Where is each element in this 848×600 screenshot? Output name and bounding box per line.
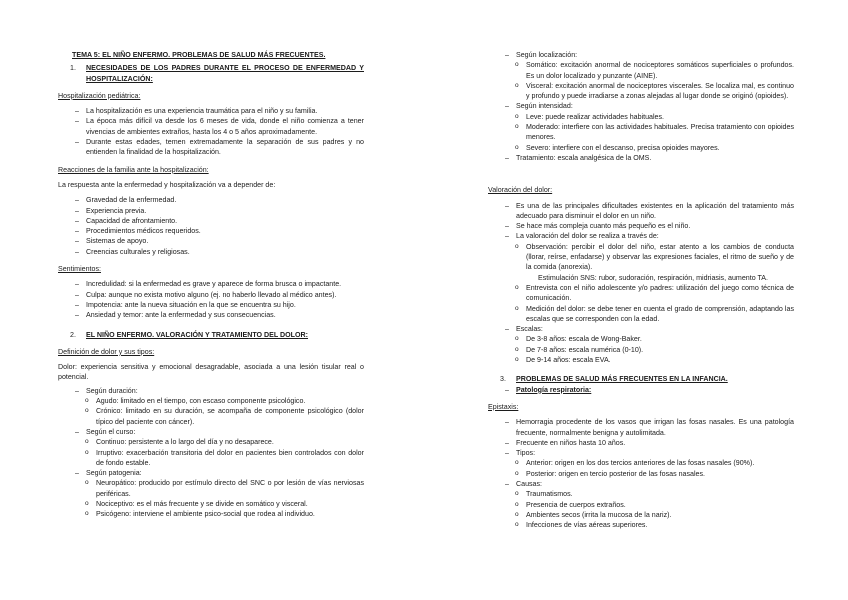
intensidad-sublist (488, 112, 794, 153)
sublist-item: o Infecciones de vías aéreas superiores. (488, 520, 794, 530)
list-item: – Según intensidad: (488, 101, 794, 111)
sublist-item: o De 7-8 años: escala numérica (0-10). (488, 345, 794, 355)
list-item: – Causas: (488, 479, 794, 489)
list-item: – Según el curso: (58, 427, 364, 437)
list-item (58, 386, 364, 396)
list-item: – Escalas: (488, 324, 794, 334)
right-column (488, 0, 794, 530)
subheading-hospitalizacion: Hospitalización pediátrica: (58, 91, 141, 100)
document-title: TEMA 5: EL NIÑO ENFERMO. PROBLEMAS DE SALUD MÁS FRECUENTES. (72, 51, 326, 59)
list-item: – Se hace más compleja cuanto más pequeño es el niño. (488, 221, 794, 231)
list-item: – Creencias culturales y religiosas. (58, 247, 364, 257)
section-3-heading (488, 374, 794, 384)
item-label: Según duración: (86, 386, 138, 395)
list-item: – Hemorragia procedente de los vasos que irrigan las fosas nasales. Es una patología frecuente, normalmente benigna y autolimitada. (488, 417, 794, 438)
curso-list (58, 427, 364, 437)
sublist-item: o De 9-14 años: escala EVA. (488, 355, 794, 365)
sublist-item: o De 3-8 años: escala de Wong-Baker. (488, 334, 794, 344)
tipos-dolor-list (58, 386, 364, 396)
list-item: – Procedimientos médicos requeridos. (58, 226, 364, 236)
patologia-list (488, 385, 794, 395)
list-item: – Gravedad de la enfermedad. (58, 195, 364, 205)
list-item: – Tratamiento: escala analgésica de la OMS. (488, 153, 794, 163)
subheading-sentimientos: Sentimientos: (58, 265, 101, 274)
curso-sublist (58, 437, 364, 468)
section-title: EL NIÑO ENFERMO. VALORACIÓN Y TRATAMIENTO DEL DOLOR: (86, 330, 309, 339)
causas-list (488, 479, 794, 489)
sublist-item: o Moderado: interfiere con las actividades habituales. Precisa tratamiento con opioides menores. (488, 122, 794, 143)
tratamiento-list (488, 153, 794, 163)
escalas-sublist (488, 334, 794, 365)
reacciones-list (58, 195, 364, 257)
list-item (488, 385, 794, 395)
list-item: – Sistemas de apoyo. (58, 236, 364, 246)
sublist-item: o Irruptivo: exacerbación transitoria del dolor en pacientes bien controlados con dolor de fondo estable. (58, 448, 364, 469)
section-number: 3. (500, 375, 506, 384)
sublist-item: o Leve: puede realizar actividades habituales. (488, 112, 794, 122)
sns-note: Estimulación SNS: rubor, sudoración, respiración, midriasis, aumento TA. (538, 273, 768, 282)
list-item: – Tipos: (488, 448, 794, 458)
list-item: – La hospitalización es una experiencia traumática para el niño y su familia. (58, 106, 364, 116)
list-item: – Durante estas edades, temen extremadamente la separación de sus padres y no entienden la finalidad de la hospitalización. (58, 137, 364, 158)
list-item: – La valoración del dolor se realiza a través de: (488, 231, 794, 241)
section-number: 2. (70, 330, 76, 339)
subheading-valoracion: Valoración del dolor: (488, 186, 553, 195)
patogenia-sublist (58, 478, 364, 519)
subheading-reacciones: Reacciones de la familia ante la hospitalización: (58, 165, 209, 174)
sublist-item (488, 242, 794, 283)
tipos-sublist (488, 458, 794, 479)
valoracion-list (488, 201, 794, 242)
sublist-item: o Ambientes secos (irrita la mucosa de la nariz). (488, 510, 794, 520)
escalas-list (488, 324, 794, 334)
sublist-item: o Entrevista con el niño adolescente y/o padres: utilización del juego como técnica de comunicación. (488, 283, 794, 304)
section-2-heading (58, 330, 364, 340)
epistaxis-list (488, 417, 794, 458)
sublist-item: o Psicógeno: interviene el ambiente psico-social que rodea al individuo. (58, 509, 364, 519)
left-column (58, 0, 364, 520)
sublist-item: o Somático: excitación anormal de nociceptores somáticos superficiales o profundos. Es un dolor localizado y punzante (AINE). (488, 60, 794, 81)
sublist-item: o Visceral: excitación anormal de nociceptores viscerales. Se localiza mal, es continuo y profundo y puede irradiarse a zonas alejadas al lugar donde se originó (opioides). (488, 81, 794, 102)
sentimientos-list (58, 279, 364, 320)
list-item: – Frecuente en niños hasta 10 años. (488, 438, 794, 448)
sublist-item: o Posterior: origen en tercio posterior de las fosas nasales. (488, 469, 794, 479)
causas-sublist (488, 489, 794, 530)
sublist-item: o Traumatismos. (488, 489, 794, 499)
section-number: 1. (70, 64, 76, 73)
list-item: – Ansiedad y temor: ante la enfermedad y sus consecuencias. (58, 310, 364, 320)
item-text: Observación: percibir el dolor del niño, estar atento a los cambios de conducta (llorar, reírse, enfadarse) y observar las expresiones faciales, el ritmo de sueño y de la comida (anorexia). (526, 242, 794, 272)
list-item: – Según localización: (488, 50, 794, 60)
list-item: – Experiencia previa. (58, 206, 364, 216)
list-item: – Incredulidad: si la enfermedad es grave y aparece de forma brusca o impactante. (58, 279, 364, 289)
sublist-item: o Crónico: limitado en su duración, se acompaña de componente psicológico (dolor típico del paciente con cáncer). (58, 406, 364, 427)
intensidad-list (488, 101, 794, 111)
list-item: – Según patogenia: (58, 468, 364, 478)
list-item: – Es una de las principales dificultades existentes en la aplicación del tratamiento más adecuado para disminuir el dolor en un niño. (488, 201, 794, 222)
list-item: – Impotencia: ante la nueva situación en la que se encuentra su hijo. (58, 300, 364, 310)
section-title: NECESIDADES DE LOS PADRES DURANTE EL PROCESO DE ENFERMEDAD Y HOSPITALIZACIÓN: (86, 64, 364, 83)
subheading-epistaxis: Epistaxis: (488, 402, 519, 411)
sublist-item: o Presencia de cuerpos extraños. (488, 500, 794, 510)
section-title: PROBLEMAS DE SALUD MÁS FRECUENTES EN LA INFANCIA. (516, 375, 728, 384)
sublist-item: o Agudo: limitado en el tiempo, con escaso componente psicológico. (58, 396, 364, 406)
sublist-item: o Medición del dolor: se debe tener en cuenta el grado de comprensión, adaptando las escalas que se corresponden con la edad. (488, 304, 794, 325)
section-1-heading (58, 63, 364, 84)
sublist-item: o Neuropático: producido por estímulo directo del SNC o por lesión de vías nerviosas periféricas. (58, 478, 364, 499)
localizacion-sublist (488, 60, 794, 101)
list-item: – Culpa: aunque no exista motivo alguno (ej. no haberlo llevado al médico antes). (58, 290, 364, 300)
subheading-definicion: Definición de dolor y sus tipos: (58, 347, 155, 356)
valoracion-sublist (488, 242, 794, 324)
list-item: – Capacidad de afrontamiento. (58, 216, 364, 226)
patogenia-list (58, 468, 364, 478)
patologia-respiratoria-label: Patología respiratoria: (516, 385, 592, 394)
sublist-item: o Anterior: origen en los dos tercios anteriores de las fosas nasales (90%). (488, 458, 794, 468)
localizacion-list (488, 50, 794, 60)
sublist-item: o Severo: interfiere con el descanso, precisa opioides mayores. (488, 143, 794, 153)
list-item: – La época más difícil va desde los 6 meses de vida, donde el niño comienza a tener vivencias de ambientes extraños, hasta los 4 o 5 años aproximadamente. (58, 116, 364, 137)
sublist-item: o Nociceptivo: es el más frecuente y se divide en somático y visceral. (58, 499, 364, 509)
duracion-sublist (58, 396, 364, 427)
definicion-text: Dolor: experiencia sensitiva y emocional desagradable, asociada a una lesión tisular real o potencial. (58, 363, 364, 382)
reacciones-intro: La respuesta ante la enfermedad y hospitalización va a depender de: (58, 180, 276, 189)
hospitalizacion-list (58, 106, 364, 157)
sublist-item: o Continuo: persistente a lo largo del día y no desaparece. (58, 437, 364, 447)
